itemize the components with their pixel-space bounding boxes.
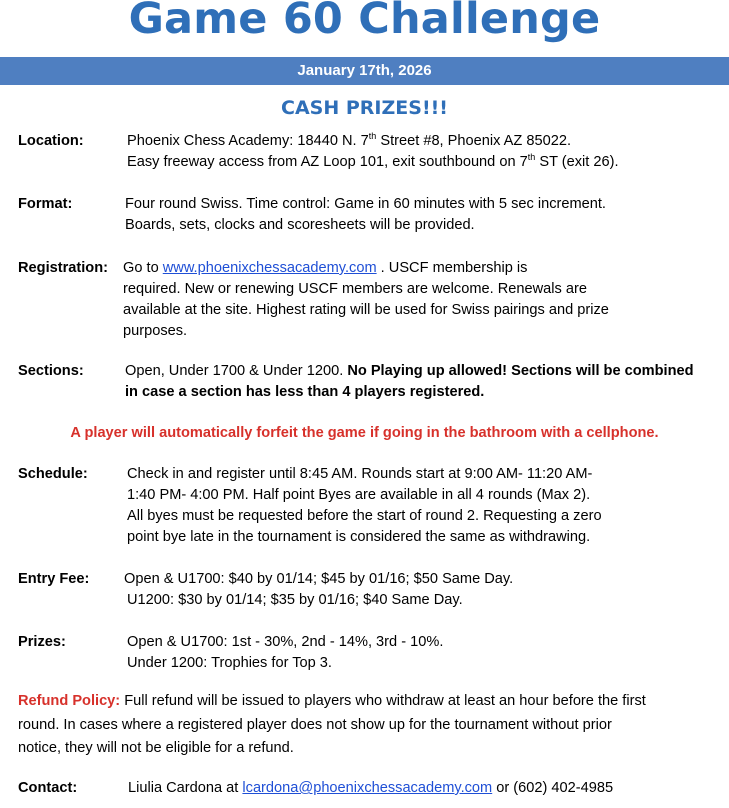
website-link[interactable]: www.phoenixchessacademy.com xyxy=(162,260,377,276)
entry-fee-text xyxy=(124,569,513,611)
refund-line3: notice, they will not be eligible for a refund. xyxy=(18,740,294,756)
schedule-line4: point bye late in the tournament is considered the same as withdrawing. xyxy=(127,529,591,545)
registration-line3: available at the site. Highest rating will be used for Swiss pairings and prize xyxy=(123,302,609,318)
location-line2b: ST (exit 26). xyxy=(535,154,619,170)
sections-text xyxy=(125,361,725,403)
location-label: Location: xyxy=(18,133,84,149)
contact-name: Liulia Cardona at xyxy=(128,780,243,796)
refund-label: Refund Policy: xyxy=(18,693,121,709)
refund-line2: round. In cases where a registered player does not show up for the tournament without prior xyxy=(18,716,612,733)
cash-prizes-heading: CASH PRIZES!!! xyxy=(281,97,448,119)
refund-policy xyxy=(18,690,718,761)
schedule-line1: Check in and register until 8:45 AM. Rounds start at 9:00 AM- 11:20 AM- xyxy=(127,466,593,482)
format-line2: Boards, sets, clocks and scoresheets will be provided. xyxy=(125,217,475,233)
contact-label: Contact: xyxy=(18,780,78,796)
prizes-line1: Open & U1700: 1st - 30%, 2nd - 14%, 3rd - 10%. xyxy=(127,634,444,650)
location-sup2: th xyxy=(527,152,536,163)
date-banner: January 17th, 2026 xyxy=(0,57,729,85)
registration-text xyxy=(123,258,718,342)
registration-line1-rest: . USCF membership is xyxy=(376,260,528,276)
contact-text xyxy=(128,778,613,799)
sections-line1-bold: No Playing up allowed! Sections will be combined xyxy=(347,363,694,379)
sections-line1: Open, Under 1700 & Under 1200. xyxy=(125,363,348,379)
page-title: Game 60 Challenge xyxy=(128,0,601,44)
sections-label: Sections: xyxy=(18,363,84,379)
prizes-label: Prizes: xyxy=(18,634,66,650)
prizes-text xyxy=(127,632,443,674)
entry-fee-line2: U1200: $30 by 01/14; $35 by 01/16; $40 Same Day. xyxy=(127,592,463,608)
schedule-text xyxy=(127,464,722,548)
schedule-line3: All byes must be requested before the start of round 2. Requesting a zero xyxy=(127,508,602,524)
registration-line4: purposes. xyxy=(123,323,188,339)
schedule-line2: 1:40 PM- 4:00 PM. Half point Byes are available in all 4 rounds (Max 2). xyxy=(127,487,591,503)
location-line2a: Easy freeway access from AZ Loop 101, exit southbound on 7 xyxy=(127,154,528,170)
cellphone-warning: A player will automatically forfeit the game if going in the bathroom with a cellphone. xyxy=(70,425,659,441)
refund-line1: Full refund will be issued to players who withdraw at least an hour before the first xyxy=(120,693,646,709)
contact-phone: or (602) 402-4985 xyxy=(492,780,614,796)
format-text xyxy=(125,194,606,236)
format-label: Format: xyxy=(18,196,73,212)
schedule-label: Schedule: xyxy=(18,466,88,482)
prizes-line2: Under 1200: Trophies for Top 3. xyxy=(127,655,332,671)
entry-fee-line1: Open & U1700: $40 by 01/14; $45 by 01/16; $50 Same Day. xyxy=(124,571,514,587)
format-line1: Four round Swiss. Time control: Game in 60 minutes with 5 sec increment. xyxy=(125,196,606,212)
contact-email-link[interactable]: lcardona@phoenixchessacademy.com xyxy=(242,780,493,796)
registration-line2: required. New or renewing USCF members are welcome. Renewals are xyxy=(123,281,587,297)
registration-goto: Go to xyxy=(123,260,163,276)
registration-label: Registration: xyxy=(18,260,108,276)
location-line1b: Street #8, Phoenix AZ 85022. xyxy=(376,133,571,149)
location-line1a: Phoenix Chess Academy: 18440 N. 7 xyxy=(127,133,369,149)
entry-fee-label: Entry Fee: xyxy=(18,571,90,587)
location-text xyxy=(127,131,619,173)
sections-line2-bold: in case a section has less than 4 players registered. xyxy=(125,384,485,400)
location-sup1: th xyxy=(368,131,377,142)
